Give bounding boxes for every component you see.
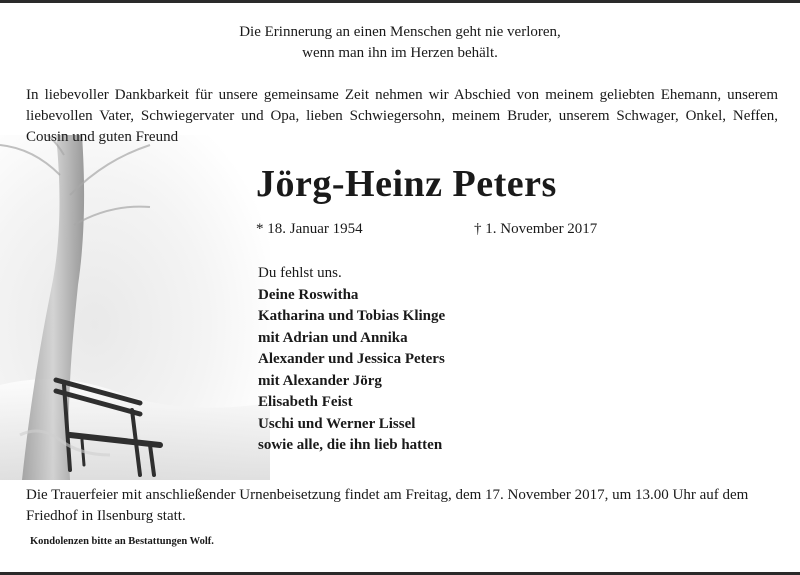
birth-date: * 18. Januar 1954	[256, 221, 363, 237]
mourner-name: Elisabeth Feist	[258, 394, 353, 410]
mourner-name: Uschi und Werner Lissel	[258, 415, 416, 432]
mourner-name: sowie alle, die ihn lieb hatten	[258, 437, 443, 453]
quote-line-2: wenn man ihn im Herzen behält.	[302, 45, 498, 61]
deceased-name: Jörg-Heinz Peters	[256, 163, 557, 205]
ceremony-details: Die Trauerfeier mit anschließender Urnenbeisetzung findet am Freitag, dem 17. November 2017, um 13.00 Uhr auf dem Friedhof in Ilsenburg statt.	[26, 487, 749, 524]
death-date: † 1. November 2017	[474, 221, 598, 237]
mourner-name: Katharina und Tobias Klinge	[258, 308, 446, 324]
mourner-name: Deine Roswitha	[258, 286, 359, 303]
quote-line-1: Die Erinnerung an einen Menschen geht nie verloren,	[239, 24, 561, 40]
mourner-name: Alexander und Jessica Peters	[258, 351, 445, 367]
tree-and-bench-illustration	[0, 135, 270, 480]
mourners-list	[258, 263, 445, 457]
mourner-name: mit Adrian und Annika	[258, 329, 408, 346]
condolences-note: Kondolenzen bitte an Bestattungen Wolf.	[30, 536, 214, 547]
top-border	[0, 0, 800, 3]
intro-text: In liebevoller Dankbarkeit für unsere gemeinsame Zeit nehmen wir Abschied von meinem geliebten Ehemann, unserem liebevollen Vater, Schwiegervater und Opa, lieben Schwiegersohn, meinem Bruder, unserem Schwager, Onkel, Neffen, Cousin und guten Freund	[26, 87, 778, 145]
mourners-lead: Du fehlst uns.	[258, 265, 342, 281]
memorial-quote	[0, 22, 800, 64]
mourner-name: mit Alexander Jörg	[258, 372, 382, 389]
